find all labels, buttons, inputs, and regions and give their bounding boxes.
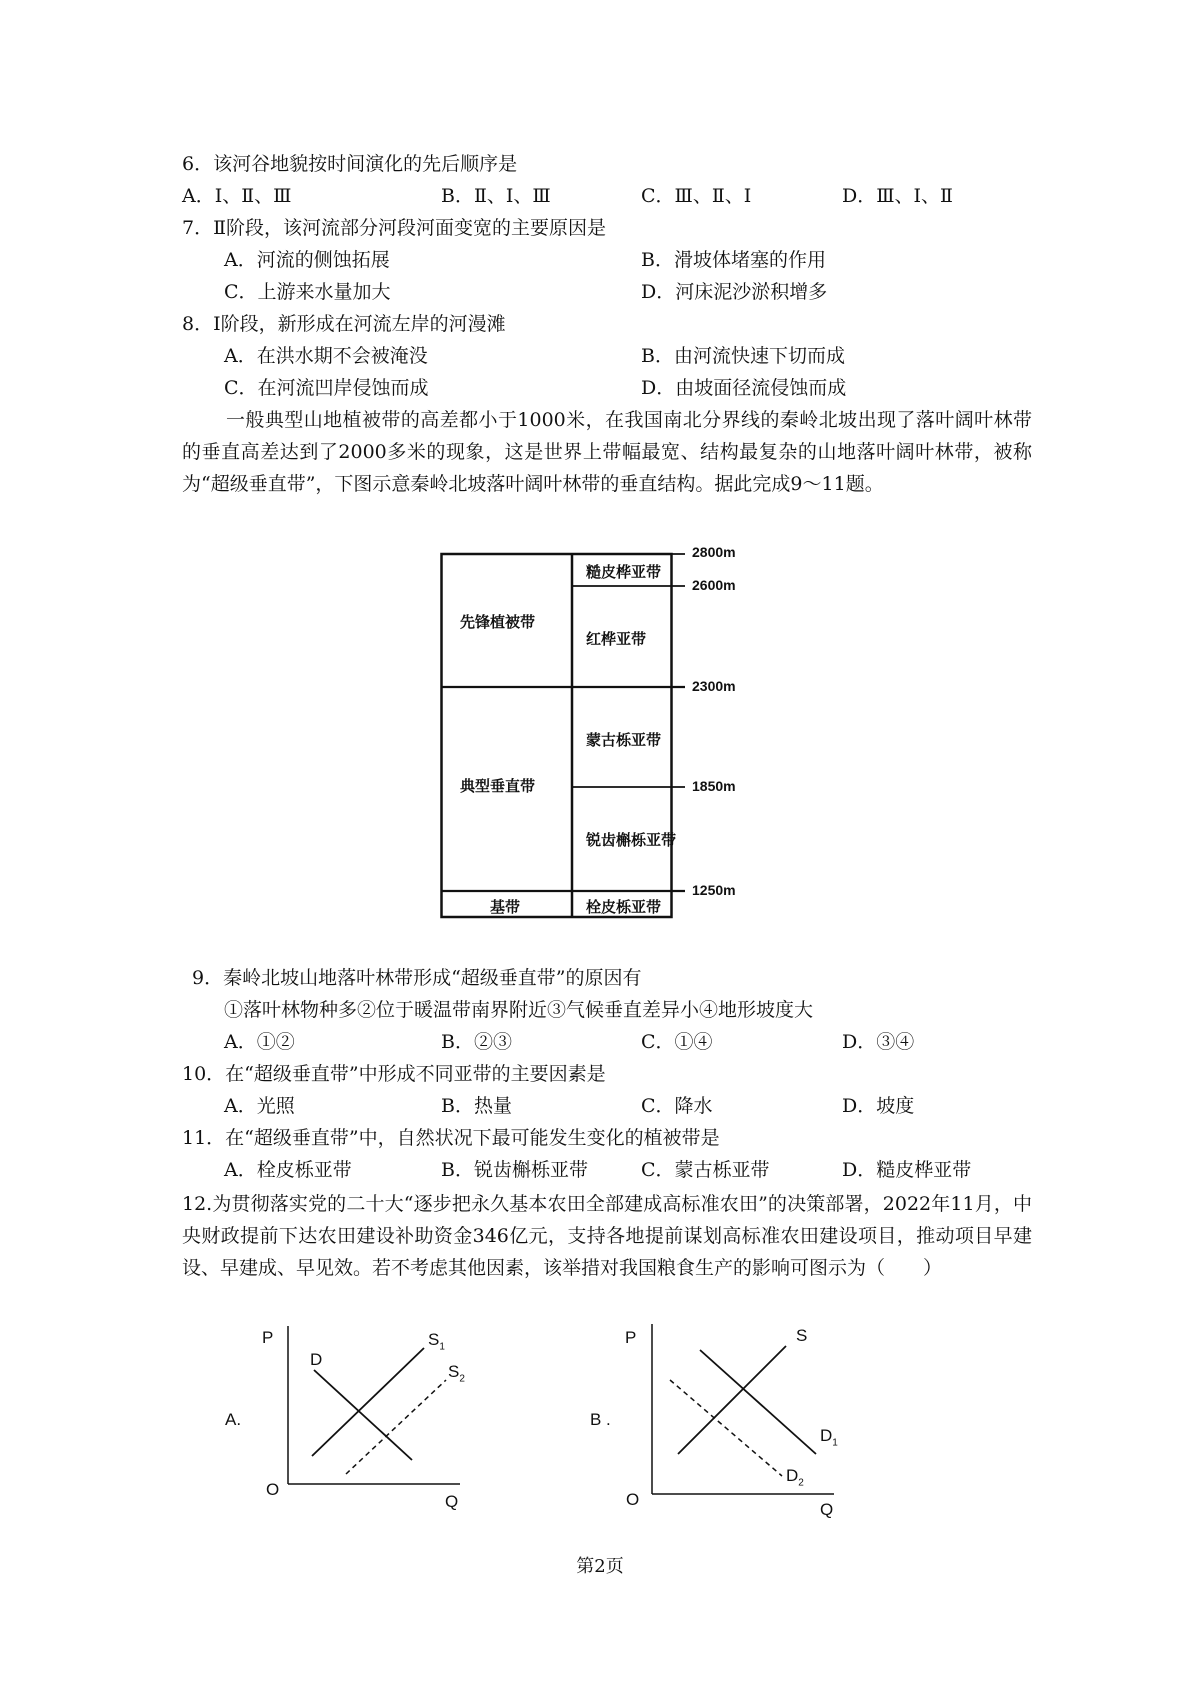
zone-base: 基带: [490, 898, 521, 916]
q8-stem: 8．Ⅰ阶段，新形成在河流左岸的河漫滩: [182, 313, 506, 335]
q8-option-a: A．在洪水期不会被淹没: [224, 345, 428, 367]
graph-a-p-label: P: [262, 1328, 274, 1347]
q9-stem: 9．秦岭北坡山地落叶林带形成“超级垂直带”的原因有: [192, 967, 642, 989]
graph-b-d2-label: $D_2$: [786, 1466, 804, 1489]
graph-b-label: B .: [590, 1410, 611, 1429]
q7-option-d: D．河床泥沙淤积增多: [641, 281, 828, 303]
graph-b-s-label: S: [796, 1326, 808, 1345]
subzone-cork-oak: 栓皮栎亚带: [586, 898, 662, 916]
graph-a-d-label: D: [310, 1350, 323, 1369]
q11-stem: 11．在“超级垂直带”中，自然状况下最可能发生变化的植被带是: [182, 1127, 720, 1149]
subzone-mongolian-oak: 蒙古栎亚带: [586, 731, 662, 749]
graph-a-origin-label: O: [266, 1480, 280, 1499]
subzone-rough-bark-birch: 糙皮桦亚带: [586, 563, 662, 581]
q8-option-d: D．由坡面径流侵蚀而成: [641, 377, 847, 399]
q9-option-c: C．①④: [641, 1031, 713, 1053]
q9-items: ①落叶林物种多②位于暖温带南界附近③气候垂直差异小④地形坡度大: [224, 999, 814, 1021]
q10-option-b: B．热量: [441, 1095, 512, 1117]
q7-stem: 7．Ⅱ阶段，该河流部分河段河面变宽的主要原因是: [182, 217, 607, 239]
zone-pioneer: 先锋植被带: [460, 613, 536, 631]
q9-option-d: D．③④: [842, 1031, 915, 1053]
graph-b-p-label: P: [625, 1328, 637, 1347]
q7-option-c: C．上游来水量加大: [224, 281, 391, 303]
graph-a-label: A.: [225, 1410, 242, 1429]
q11-option-d: D．糙皮桦亚带: [842, 1159, 972, 1181]
q6-stem: 6．该河谷地貌按时间演化的先后顺序是: [182, 153, 518, 175]
supply-demand-graph-a: [220, 1320, 480, 1520]
q7-option-a: A．河流的侧蚀拓展: [224, 249, 390, 271]
q11-option-c: C．蒙古栎亚带: [641, 1159, 770, 1181]
q6-option-a: A．Ⅰ、Ⅱ、Ⅲ: [182, 185, 292, 207]
q8-option-b: B．由河流快速下切而成: [641, 345, 845, 367]
q9-option-b: B．②③: [441, 1031, 512, 1053]
q6-option-d: D．Ⅲ、Ⅰ、Ⅱ: [842, 185, 953, 207]
graph-a-lines: [220, 1320, 480, 1520]
q6-option-b: B．Ⅱ、Ⅰ、Ⅲ: [441, 185, 551, 207]
graph-b-d1-label: $D_1$: [820, 1426, 838, 1449]
q10-option-a: A．光照: [224, 1095, 295, 1117]
graph-b-origin-label: O: [626, 1490, 640, 1509]
altitude-2800: 2800m: [692, 544, 736, 560]
q10-option-d: D．坡度: [842, 1095, 915, 1117]
altitude-1850: 1850m: [692, 778, 736, 794]
q10-option-c: C．降水: [641, 1095, 713, 1117]
q11-option-b: B．锐齿槲栎亚带: [441, 1159, 588, 1181]
altitude-2600: 2600m: [692, 577, 736, 593]
subzone-red-birch: 红桦亚带: [586, 630, 647, 648]
graph-b-q-label: Q: [820, 1500, 834, 1519]
q7-option-b: B．滑坡体堵塞的作用: [641, 249, 826, 271]
graph-b-lines: [590, 1320, 860, 1520]
zone-typical: 典型垂直带: [460, 777, 536, 795]
subzone-sawtooth-oak: 锐齿槲栎亚带: [586, 831, 677, 849]
altitude-2300: 2300m: [692, 678, 736, 694]
graph-a-q-label: Q: [445, 1492, 459, 1511]
altitude-1250: 1250m: [692, 882, 736, 898]
q12-stem: 12.为贯彻落实党的二十大“逐步把永久基本农田全部建成高标准农田”的决策部署，2022年11月，中央财政提前下达农田建设补助资金346亿元，支持各地提前谋划高标准农田建设项目，推动项目早建设、早建成、早见效。若不考虑其他因素，该举措对我国粮食生产的影响可图示为（ ）: [182, 1193, 1032, 1279]
q8-option-c: C．在河流凹岸侵蚀而成: [224, 377, 429, 399]
graph-a-s2-label: $S_2$: [448, 1362, 465, 1385]
supply-demand-graph-b: [590, 1320, 860, 1520]
q9-option-a: A．①②: [224, 1031, 295, 1053]
passage-text: 一般典型山地植被带的高差都小于1000米，在我国南北分界线的秦岭北坡出现了落叶阔叶林带的垂直高差达到了2000多米的现象，这是世界上带幅最宽、结构最复杂的山地落叶阔叶林带，被称为“超级垂直带”，下图示意秦岭北坡落叶阔叶林带的垂直结构。据此完成9～11题。: [182, 409, 1032, 495]
q11-option-a: A．栓皮栎亚带: [224, 1159, 352, 1181]
graph-a-s1-label: $S_1$: [428, 1330, 445, 1353]
q6-option-c: C．Ⅲ、Ⅱ、Ⅰ: [641, 185, 752, 207]
q10-stem: 10．在“超级垂直带”中形成不同亚带的主要因素是: [182, 1063, 606, 1085]
page-number: 第2页: [576, 1556, 624, 1577]
